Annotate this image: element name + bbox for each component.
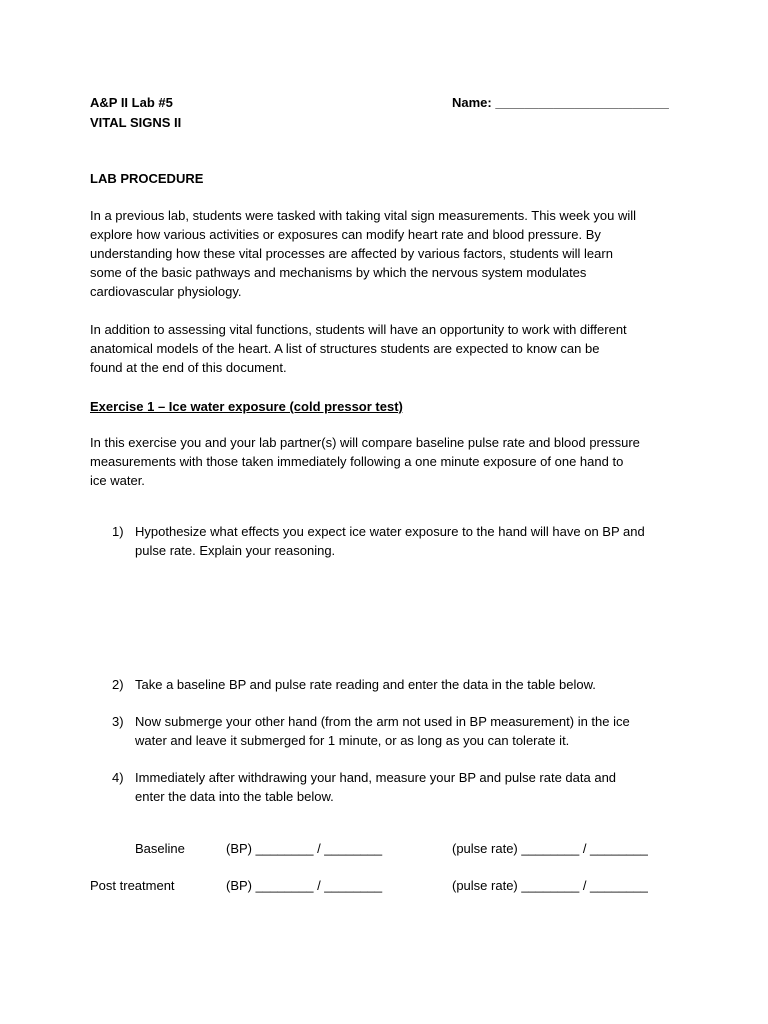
intro-line: understanding how these vital processes are affected by various factors, students will learn — [90, 246, 613, 261]
step-3-text — [135, 712, 695, 750]
exercise-line: In this exercise you and your lab partner(s) will compare baseline pulse rate and blood pressure — [90, 435, 640, 450]
name-field-label: Name: ________________________ — [452, 95, 669, 110]
step-line: pulse rate. Explain your reasoning. — [135, 543, 336, 558]
intro-line: some of the basic pathways and mechanisms by which the nervous system modulates — [90, 265, 587, 280]
exercise-title: Exercise 1 – Ice water exposure (cold pressor test) — [90, 399, 403, 414]
post-treatment-bp-field[interactable]: (BP) ________ / ________ — [226, 878, 383, 893]
step-line: water and leave it submerged for 1 minute, or as long as you can tolerate it. — [135, 733, 570, 748]
step-line: Hypothesize what effects you expect ice water exposure to the hand will have on BP and — [135, 524, 645, 539]
intro-line: explore how various activities or exposures can modify heart rate and blood pressure. By — [90, 227, 601, 242]
step-2-text — [135, 675, 695, 694]
intro-line: In a previous lab, students were tasked with taking vital sign measurements. This week you will — [90, 208, 637, 223]
step-number: 4) — [112, 770, 124, 785]
section-title: LAB PROCEDURE — [90, 171, 204, 186]
intro-paragraph — [90, 206, 690, 301]
models-line: anatomical models of the heart. A list of structures students are expected to know can be — [90, 341, 600, 356]
step-line: Now submerge your other hand (from the arm not used in BP measurement) in the ice — [135, 714, 630, 729]
step-number: 1) — [112, 524, 124, 539]
exercise-description — [90, 433, 690, 490]
baseline-label: Baseline — [135, 841, 185, 856]
exercise-line: measurements with those taken immediately following a one minute exposure of one hand to — [90, 454, 624, 469]
exercise-line: ice water. — [90, 473, 145, 488]
step-1-text — [135, 522, 695, 560]
step-line: enter the data into the table below. — [135, 789, 334, 804]
step-line: Immediately after withdrawing your hand, measure your BP and pulse rate data and — [135, 770, 617, 785]
post-treatment-pulse-field[interactable]: (pulse rate) ________ / ________ — [452, 878, 648, 893]
intro-line: cardiovascular physiology. — [90, 284, 242, 299]
step-4-text — [135, 768, 695, 806]
models-line: In addition to assessing vital functions, students will have an opportunity to work with different — [90, 322, 627, 337]
course-title: A&P II Lab #5 — [90, 95, 173, 110]
step-line: Take a baseline BP and pulse rate reading and enter the data in the table below. — [135, 677, 596, 692]
step-number: 2) — [112, 677, 124, 692]
step-number: 3) — [112, 714, 124, 729]
post-treatment-label: Post treatment — [90, 878, 175, 893]
baseline-bp-field[interactable]: (BP) ________ / ________ — [226, 841, 383, 856]
models-paragraph — [90, 320, 690, 377]
lab-subtitle: VITAL SIGNS II — [90, 115, 182, 130]
models-line: found at the end of this document. — [90, 360, 287, 375]
baseline-pulse-field[interactable]: (pulse rate) ________ / ________ — [452, 841, 648, 856]
